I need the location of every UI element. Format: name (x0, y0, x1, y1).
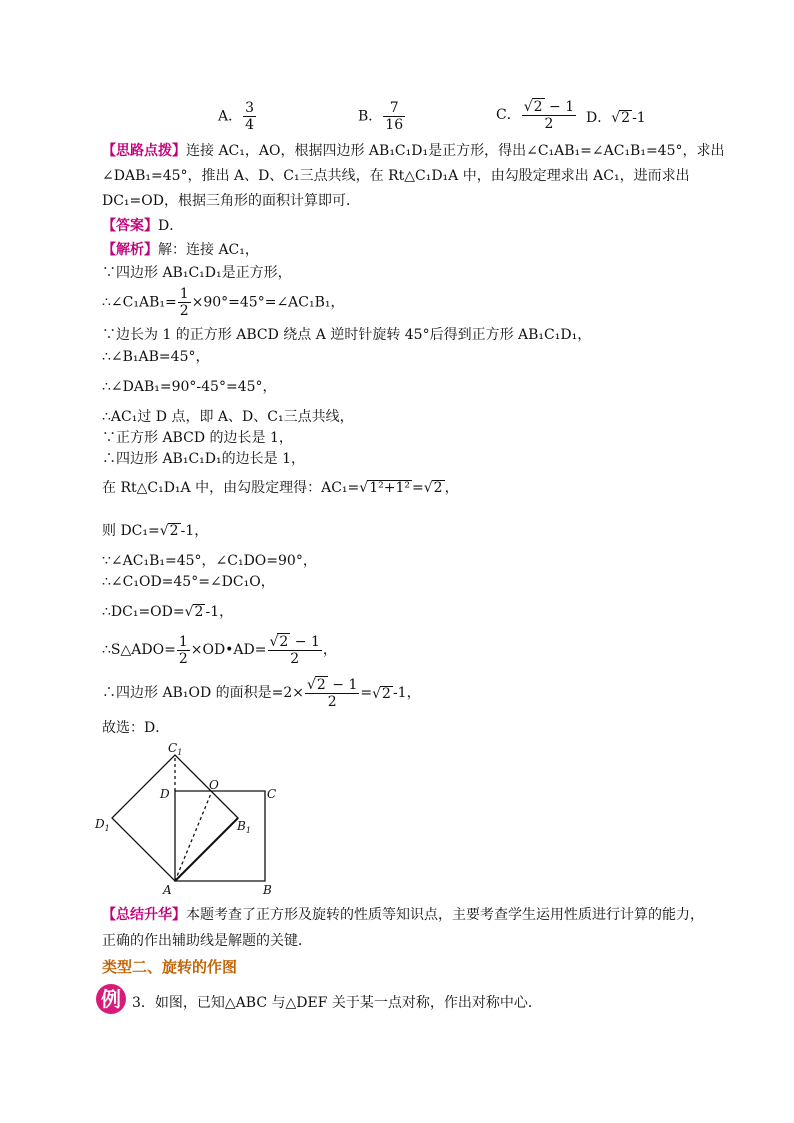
analysis-line-7: ∵正方形 ABCD 的边长是 1， (102, 430, 293, 446)
label-d1: $D_1$ (95, 817, 110, 833)
dashed-line-a-o (175, 791, 212, 881)
option-b-fraction: $\frac{7}{16}$ (385, 100, 404, 134)
analysis-line-11: ∵∠AC₁B₁=45°，∠C₁DO=90°， (102, 553, 317, 569)
analysis-line-13: ∴DC₁=OD=√2 -1， (102, 604, 234, 620)
label-d: D (160, 787, 170, 801)
option-c-fraction: $\frac{√2 - 1}{2}$ (523, 99, 575, 133)
hint-line-2: ∠DAB₁=45°，推出 A、D、C₁三点共线，在 Rt△C₁D₁A 中，由勾股定理求出 AC₁，进而求出 (102, 168, 690, 184)
analysis-tag: 【解析】 (102, 242, 158, 258)
section-heading: 类型二、旋转的作图 (102, 958, 238, 976)
example-badge: 例 (96, 984, 126, 1014)
quad-area-fraction: $\frac{√2 - 1}{2}$ (306, 677, 358, 711)
example-text: 3．如图，已知△ABC 与△DEF 关于某一点对称，作出对称中心． (132, 995, 542, 1011)
hint-line-3: DC₁=OD，根据三角形的面积计算即可． (102, 193, 360, 209)
diagonal-a-b1 (175, 818, 238, 881)
analysis-line-12: ∴∠C₁OD=45°=∠DC₁O， (102, 574, 275, 590)
label-o: O (209, 778, 219, 792)
summary-line-2: 正确的作出辅助线是解题的关键． (102, 933, 312, 949)
analysis-line-3: ∵边长为 1 的正方形 ABCD 绕点 A 逆时针旋转 45°后得到正方形 AB₁C₁D₁， (102, 327, 592, 343)
answer-line (102, 219, 183, 233)
option-a (218, 100, 257, 133)
option-c-label: C． (496, 107, 521, 124)
option-d-label: D． (586, 110, 612, 126)
analysis-line-15: ∴四边形 AB₁OD 的面积是=2× $\frac{√2 - 1}{2}$ =√2 -1， (102, 677, 421, 711)
label-b1: $B_1$ (237, 819, 251, 835)
analysis-line-5: ∴∠DAB₁=90°-45°=45°， (102, 379, 277, 395)
analysis-line-6: ∴AC₁过 D 点，即 A、D、C₁三点共线， (102, 409, 354, 425)
option-a-label: A． (218, 108, 243, 125)
answer-tag: 【答案】 (102, 218, 158, 234)
analysis-intro: 【解析】解：连接 AC₁， (102, 242, 259, 258)
analysis-line-1: ∵四边形 AB₁C₁D₁是正方形， (102, 265, 292, 281)
analysis-line-8: ∴四边形 AB₁C₁D₁的边长是 1， (102, 451, 305, 467)
summary-tag: 【总结升华】 (102, 907, 186, 923)
label-a: A (163, 883, 172, 897)
option-c (496, 98, 577, 132)
analysis-line-16: 故选：D． (102, 720, 170, 736)
option-a-fraction: $\frac{3}{4}$ (245, 100, 255, 134)
analysis-line-4: ∴∠B₁AB=45°， (102, 349, 210, 365)
analysis-line-10: 则 DC₁=√2 -1， (102, 523, 209, 539)
answer-value: D． (158, 218, 184, 234)
analysis-line-9: 在 Rt△C₁D₁A 中，由勾股定理得：AC₁=√1²+1² =√2 ， (102, 480, 459, 496)
label-c1: $C_1$ (168, 741, 183, 757)
hint-line-1: 【思路点拨】连接 AC₁，AO，根据四边形 AB₁C₁D₁是正方形，得出∠C₁AB₁=∠AC₁B₁=45°，求出 (102, 143, 725, 159)
label-b: B (263, 883, 272, 897)
option-b (358, 100, 406, 133)
option-d: D．√2 -1 (586, 110, 646, 126)
half-fraction-2: $\frac{1}{2}$ (178, 633, 188, 667)
label-c: C (267, 787, 277, 801)
rotated-squares-figure (90, 740, 290, 900)
analysis-line-14: ∴S△ADO= $\frac{1}{2}$ ×OD•AD= $\frac{√2 - 1}{2}$ ， (102, 633, 337, 668)
hint-tag: 【思路点拨】 (102, 143, 186, 159)
summary-line-1: 【总结升华】本题考查了正方形及旋转的性质等知识点，主要考查学生运用性质进行计算的能力， (102, 907, 704, 923)
option-b-label: B． (358, 108, 383, 125)
area-fraction: $\frac{√2 - 1}{2}$ (269, 634, 320, 668)
half-fraction: $\frac{1}{2}$ (179, 286, 189, 320)
analysis-line-2: ∴∠C₁AB₁= $\frac{1}{2}$ ×90°=45°=∠AC₁B₁， (102, 286, 345, 320)
